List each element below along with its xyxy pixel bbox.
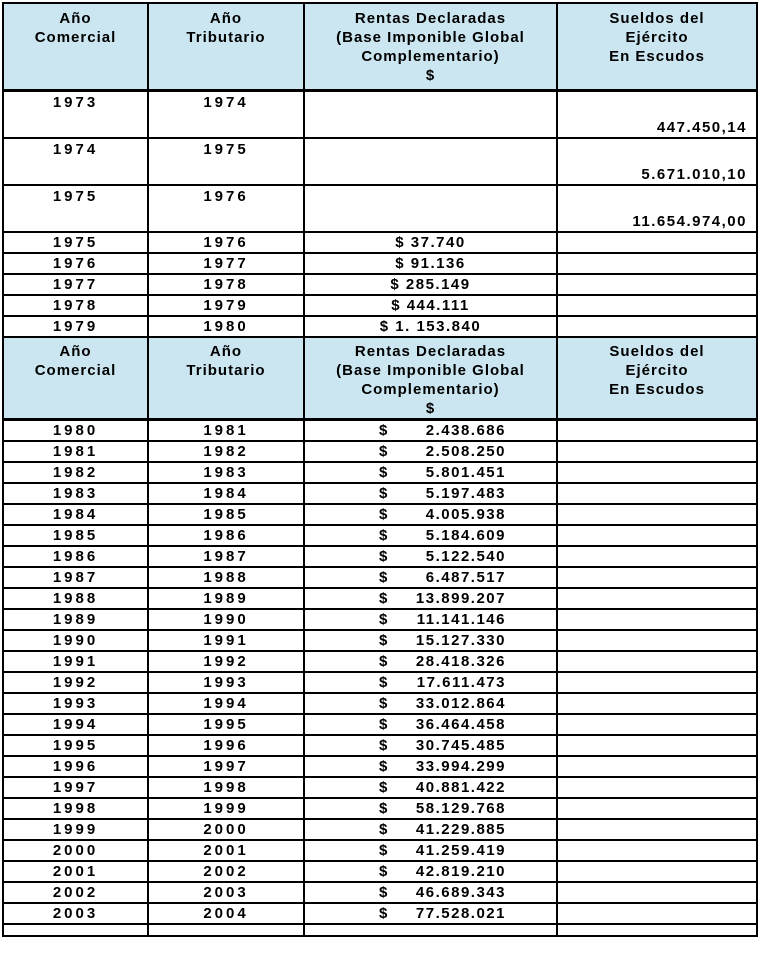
anio-tributario-cell: 1977 xyxy=(148,253,304,274)
anio-comercial-cell: 1994 xyxy=(3,714,148,735)
anio-tributario-cell: 2001 xyxy=(148,840,304,861)
anio-comercial-cell: 2002 xyxy=(3,882,148,903)
anio-tributario-cell: 1991 xyxy=(148,630,304,651)
anio-comercial-cell: 2003 xyxy=(3,903,148,924)
rentas-cell: $ 37.740 xyxy=(304,232,557,253)
anio-comercial-cell: 1997 xyxy=(3,777,148,798)
rentas-cell xyxy=(304,714,557,735)
rentas-cell xyxy=(304,483,557,504)
currency-symbol: $ xyxy=(379,737,388,754)
anio-tributario-cell: 1976 xyxy=(148,185,304,232)
income-declaration-table xyxy=(2,2,758,937)
rentas-value: 17.611.473 xyxy=(416,674,506,691)
currency-symbol: $ xyxy=(379,674,388,691)
sueldos-cell-empty xyxy=(557,630,757,651)
anio-comercial-cell: 1974 xyxy=(3,138,148,185)
table-row xyxy=(3,316,757,337)
anio-tributario-cell: 1994 xyxy=(148,693,304,714)
anio-tributario-cell: 1983 xyxy=(148,462,304,483)
sueldos-cell-empty xyxy=(557,546,757,567)
currency-symbol: $ xyxy=(379,800,388,817)
anio-tributario-cell: 1993 xyxy=(148,672,304,693)
header-sueldos-ejercito: Sueldos del Ejército En Escudos xyxy=(557,337,757,420)
table-row xyxy=(3,138,757,185)
rentas-value: 5.197.483 xyxy=(425,485,506,502)
rentas-value: 36.464.458 xyxy=(415,716,506,733)
header-rentas-declaradas: Rentas Declaradas (Base Imponible Global Complementario) $ xyxy=(304,337,557,420)
rentas-cell xyxy=(304,903,557,924)
rentas-value: 33.994.299 xyxy=(415,758,506,775)
rentas-cell xyxy=(304,672,557,693)
table-row xyxy=(3,840,757,861)
table-row xyxy=(3,462,757,483)
rentas-cell xyxy=(304,840,557,861)
currency-symbol: $ xyxy=(379,842,388,859)
anio-comercial-cell: 1983 xyxy=(3,483,148,504)
sueldos-cell-empty xyxy=(557,274,757,295)
anio-comercial-cell: 1986 xyxy=(3,546,148,567)
anio-tributario-cell: 1990 xyxy=(148,609,304,630)
rentas-cell xyxy=(304,504,557,525)
anio-comercial-cell: 2000 xyxy=(3,840,148,861)
currency-symbol: $ xyxy=(379,863,388,880)
rentas-value: 2.438.686 xyxy=(425,422,506,439)
anio-tributario-cell: 1978 xyxy=(148,274,304,295)
rentas-cell xyxy=(304,756,557,777)
sueldos-cell-empty xyxy=(557,316,757,337)
rentas-value: 5.122.540 xyxy=(425,548,506,565)
anio-tributario-cell: 1975 xyxy=(148,138,304,185)
anio-tributario-cell: 2003 xyxy=(148,882,304,903)
currency-symbol: $ xyxy=(379,485,388,502)
anio-comercial-cell: 1987 xyxy=(3,567,148,588)
anio-tributario-cell: 1998 xyxy=(148,777,304,798)
rentas-cell xyxy=(304,420,557,442)
table-row xyxy=(3,588,757,609)
anio-tributario-cell: 1984 xyxy=(148,483,304,504)
rentas-value: 15.127.330 xyxy=(415,632,506,649)
anio-comercial-cell: 1993 xyxy=(3,693,148,714)
header-sueldos-ejercito: Sueldos del Ejército En Escudos xyxy=(557,3,757,91)
sueldos-escudos-cell: 447.450,14 xyxy=(557,91,757,139)
currency-symbol: $ xyxy=(379,758,388,775)
rentas-value: 33.012.864 xyxy=(415,695,506,712)
anio-tributario-cell: 1979 xyxy=(148,295,304,316)
anio-tributario-cell: 1982 xyxy=(148,441,304,462)
sueldos-cell-empty xyxy=(557,840,757,861)
sueldos-cell-empty xyxy=(557,714,757,735)
header-anio-tributario: Año Tributario xyxy=(148,3,304,91)
sueldos-cell-empty xyxy=(557,651,757,672)
rentas-cell xyxy=(304,651,557,672)
table-row xyxy=(3,295,757,316)
table-row xyxy=(3,253,757,274)
rentas-value: 5.184.609 xyxy=(425,527,506,544)
currency-symbol: $ xyxy=(379,443,388,460)
rentas-value: 5.801.451 xyxy=(425,464,506,481)
header-anio-comercial: Año Comercial xyxy=(3,3,148,91)
anio-tributario-cell: 1986 xyxy=(148,525,304,546)
anio-comercial-cell: 1985 xyxy=(3,525,148,546)
currency-symbol: $ xyxy=(379,653,388,670)
rentas-cell xyxy=(304,798,557,819)
currency-symbol: $ xyxy=(379,905,388,922)
currency-symbol: $ xyxy=(379,716,388,733)
rentas-cell xyxy=(304,819,557,840)
rentas-value: 30.745.485 xyxy=(415,737,506,754)
rentas-cell xyxy=(304,546,557,567)
rentas-value: 11.141.146 xyxy=(416,611,506,628)
anio-tributario-cell: 1980 xyxy=(148,316,304,337)
rentas-value: 58.129.768 xyxy=(415,800,506,817)
rentas-value: 40.881.422 xyxy=(415,779,506,796)
table-row xyxy=(3,630,757,651)
header-rentas-declaradas: Rentas Declaradas (Base Imponible Global Complementario) $ xyxy=(304,3,557,91)
rentas-value: 41.259.419 xyxy=(415,842,506,859)
currency-symbol: $ xyxy=(379,548,388,565)
anio-tributario-cell: 1999 xyxy=(148,798,304,819)
anio-comercial-cell: 1998 xyxy=(3,798,148,819)
sueldos-cell-empty xyxy=(557,903,757,924)
sueldos-cell-empty xyxy=(557,295,757,316)
rentas-cell xyxy=(304,462,557,483)
table-row xyxy=(3,232,757,253)
rentas-value: 28.418.326 xyxy=(415,653,506,670)
anio-comercial-cell: 1989 xyxy=(3,609,148,630)
rentas-cell xyxy=(304,882,557,903)
anio-comercial-cell: 1992 xyxy=(3,672,148,693)
sueldos-cell-empty xyxy=(557,567,757,588)
sueldos-escudos-cell: 11.654.974,00 xyxy=(557,185,757,232)
currency-symbol: $ xyxy=(379,527,388,544)
sueldos-cell-empty xyxy=(557,504,757,525)
table-row xyxy=(3,672,757,693)
rentas-value: 6.487.517 xyxy=(425,569,506,586)
rentas-cell-empty xyxy=(304,91,557,139)
rentas-cell-empty xyxy=(304,185,557,232)
table-row xyxy=(3,777,757,798)
currency-symbol: $ xyxy=(379,590,388,607)
rentas-cell xyxy=(304,861,557,882)
anio-comercial-cell: 1977 xyxy=(3,274,148,295)
sueldos-cell-empty xyxy=(557,525,757,546)
sueldos-cell-empty xyxy=(557,232,757,253)
anio-comercial-cell: 1991 xyxy=(3,651,148,672)
anio-tributario-cell: 2004 xyxy=(148,903,304,924)
table-row xyxy=(3,483,757,504)
sueldos-cell-empty xyxy=(557,441,757,462)
table-row xyxy=(3,567,757,588)
anio-comercial-cell: 1979 xyxy=(3,316,148,337)
table-row xyxy=(3,274,757,295)
rentas-value: 4.005.938 xyxy=(425,506,506,523)
sueldos-cell-empty xyxy=(557,777,757,798)
currency-symbol: $ xyxy=(379,569,388,586)
table-row xyxy=(3,185,757,232)
anio-tributario-cell: 1989 xyxy=(148,588,304,609)
sueldos-cell-empty xyxy=(557,483,757,504)
rentas-cell xyxy=(304,693,557,714)
anio-tributario-cell: 1987 xyxy=(148,546,304,567)
anio-tributario-cell: 1976 xyxy=(148,232,304,253)
rentas-value: 2.508.250 xyxy=(425,443,506,460)
header-anio-tributario: Año Tributario xyxy=(148,337,304,420)
anio-tributario-cell: 2002 xyxy=(148,861,304,882)
rentas-cell xyxy=(304,441,557,462)
rentas-value: 46.689.343 xyxy=(415,884,506,901)
rentas-cell xyxy=(304,609,557,630)
table-row xyxy=(3,504,757,525)
anio-comercial-cell: 1976 xyxy=(3,253,148,274)
rentas-value: 42.819.210 xyxy=(415,863,506,880)
anio-comercial-cell: 1975 xyxy=(3,232,148,253)
anio-comercial-cell: 1990 xyxy=(3,630,148,651)
table-row-partial xyxy=(3,924,757,936)
table-row xyxy=(3,651,757,672)
anio-comercial-cell: 2001 xyxy=(3,861,148,882)
table-row xyxy=(3,609,757,630)
rentas-cell xyxy=(304,588,557,609)
table-row xyxy=(3,420,757,442)
anio-comercial-cell: 1981 xyxy=(3,441,148,462)
sueldos-cell-empty xyxy=(557,253,757,274)
currency-symbol: $ xyxy=(379,821,388,838)
sueldos-cell-empty xyxy=(557,420,757,442)
sueldos-cell-empty xyxy=(557,693,757,714)
anio-tributario-cell: 2000 xyxy=(148,819,304,840)
currency-symbol: $ xyxy=(379,611,388,628)
currency-symbol: $ xyxy=(379,779,388,796)
header-anio-comercial: Año Comercial xyxy=(3,337,148,420)
table-row xyxy=(3,819,757,840)
currency-symbol: $ xyxy=(379,632,388,649)
table-row xyxy=(3,756,757,777)
anio-comercial-cell: 1996 xyxy=(3,756,148,777)
anio-comercial-cell: 1980 xyxy=(3,420,148,442)
currency-symbol: $ xyxy=(379,884,388,901)
currency-symbol: $ xyxy=(379,695,388,712)
anio-comercial-cell: 1995 xyxy=(3,735,148,756)
anio-tributario-cell: 1997 xyxy=(148,756,304,777)
table-row xyxy=(3,91,757,139)
anio-tributario-cell: 1985 xyxy=(148,504,304,525)
table-row xyxy=(3,882,757,903)
sueldos-cell-empty xyxy=(557,882,757,903)
anio-comercial-cell: 1975 xyxy=(3,185,148,232)
rentas-cell-empty xyxy=(304,138,557,185)
currency-symbol: $ xyxy=(379,422,388,439)
sueldos-cell-empty xyxy=(557,861,757,882)
table-row xyxy=(3,903,757,924)
sueldos-escudos-cell: 5.671.010,10 xyxy=(557,138,757,185)
table-header-row-1 xyxy=(3,3,757,91)
anio-comercial-cell: 1988 xyxy=(3,588,148,609)
rentas-cell xyxy=(304,525,557,546)
anio-tributario-cell: 1981 xyxy=(148,420,304,442)
anio-comercial-cell: 1973 xyxy=(3,91,148,139)
sueldos-cell-empty xyxy=(557,735,757,756)
currency-symbol: $ xyxy=(379,506,388,523)
table-row xyxy=(3,798,757,819)
anio-tributario-cell: 1988 xyxy=(148,567,304,588)
rentas-value: 13.899.207 xyxy=(415,590,506,607)
anio-tributario-cell: 1974 xyxy=(148,91,304,139)
sueldos-cell-empty xyxy=(557,588,757,609)
rentas-value: 77.528.021 xyxy=(415,905,506,922)
anio-comercial-cell: 1978 xyxy=(3,295,148,316)
table-row xyxy=(3,735,757,756)
table-row xyxy=(3,441,757,462)
rentas-cell: $ 1. 153.840 xyxy=(304,316,557,337)
anio-comercial-cell: 1982 xyxy=(3,462,148,483)
table-row xyxy=(3,714,757,735)
sueldos-cell-empty xyxy=(557,819,757,840)
table-row xyxy=(3,525,757,546)
rentas-cell xyxy=(304,777,557,798)
anio-comercial-cell: 1999 xyxy=(3,819,148,840)
rentas-value: 41.229.885 xyxy=(415,821,506,838)
table-row xyxy=(3,861,757,882)
rentas-cell: $ 444.111 xyxy=(304,295,557,316)
sueldos-cell-empty xyxy=(557,609,757,630)
anio-tributario-cell: 1996 xyxy=(148,735,304,756)
table-row xyxy=(3,546,757,567)
sueldos-cell-empty xyxy=(557,672,757,693)
rentas-cell xyxy=(304,567,557,588)
table-row xyxy=(3,693,757,714)
anio-tributario-cell: 1992 xyxy=(148,651,304,672)
rentas-cell xyxy=(304,630,557,651)
rentas-cell xyxy=(304,735,557,756)
sueldos-cell-empty xyxy=(557,756,757,777)
sueldos-cell-empty xyxy=(557,462,757,483)
rentas-cell: $ 91.136 xyxy=(304,253,557,274)
anio-tributario-cell: 1995 xyxy=(148,714,304,735)
sueldos-cell-empty xyxy=(557,798,757,819)
rentas-cell: $ 285.149 xyxy=(304,274,557,295)
anio-comercial-cell: 1984 xyxy=(3,504,148,525)
table-header-row-2 xyxy=(3,337,757,420)
tax-table-sheet xyxy=(2,2,758,937)
currency-symbol: $ xyxy=(379,464,388,481)
